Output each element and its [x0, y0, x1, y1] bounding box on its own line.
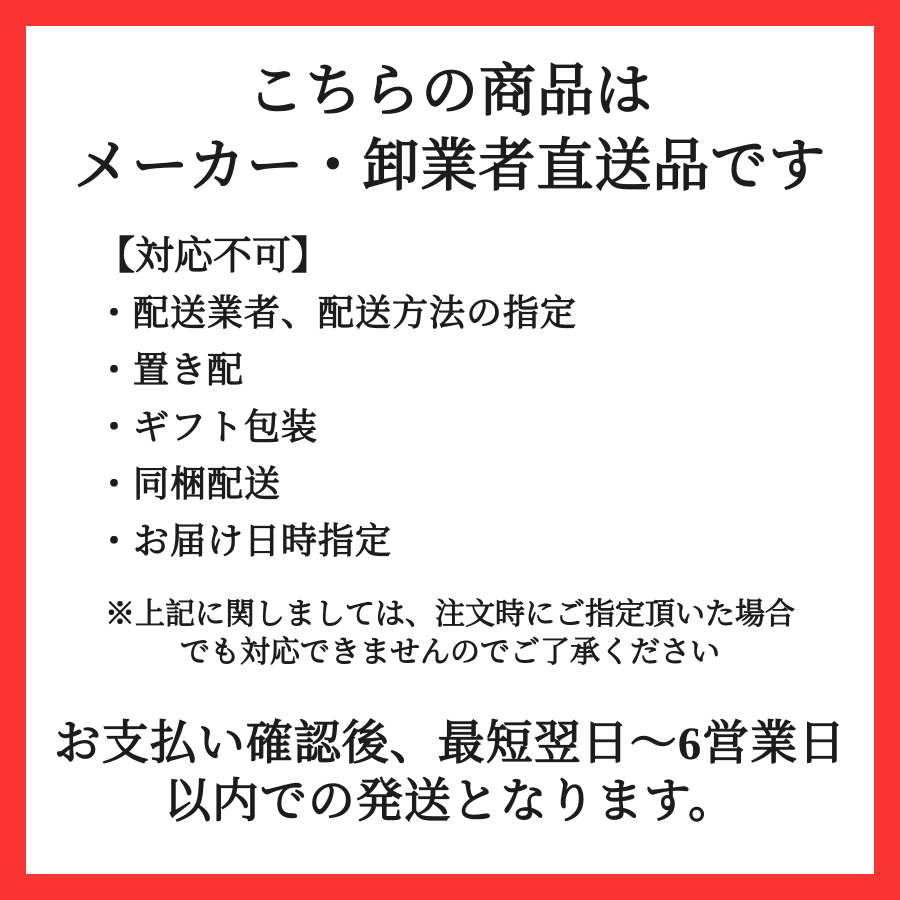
unsupported-item: ・置き配 [96, 350, 245, 391]
notice-title [26, 54, 874, 204]
unsupported-note [26, 596, 874, 672]
unsupported-item: ・配送業者、配送方法の指定 [96, 293, 578, 334]
unsupported-item: ・同梱配送 [96, 464, 282, 505]
shipping-info [26, 716, 874, 831]
unsupported-note-line1: ※上記に関しましては、注文時にご指定頂いた場合 [105, 598, 795, 632]
unsupported-section [26, 234, 874, 570]
unsupported-item: ・ギフト包装 [96, 407, 319, 448]
shipping-line1: お支払い確認後、最短翌日〜6営業日 [53, 718, 847, 771]
notice-title-line2: メーカー・卸業者直送品です [73, 135, 827, 199]
unsupported-list [96, 285, 874, 570]
notice-title-line1: こちらの商品は [247, 60, 653, 123]
unsupported-note-line2: でも対応できませんのでご了承ください [180, 636, 720, 670]
unsupported-item: ・お届け日時指定 [96, 521, 393, 562]
unsupported-heading: 【対応不可】 [96, 235, 331, 279]
notice-content [26, 54, 874, 900]
shipping-line2: 以内での発送となります。 [163, 775, 737, 828]
